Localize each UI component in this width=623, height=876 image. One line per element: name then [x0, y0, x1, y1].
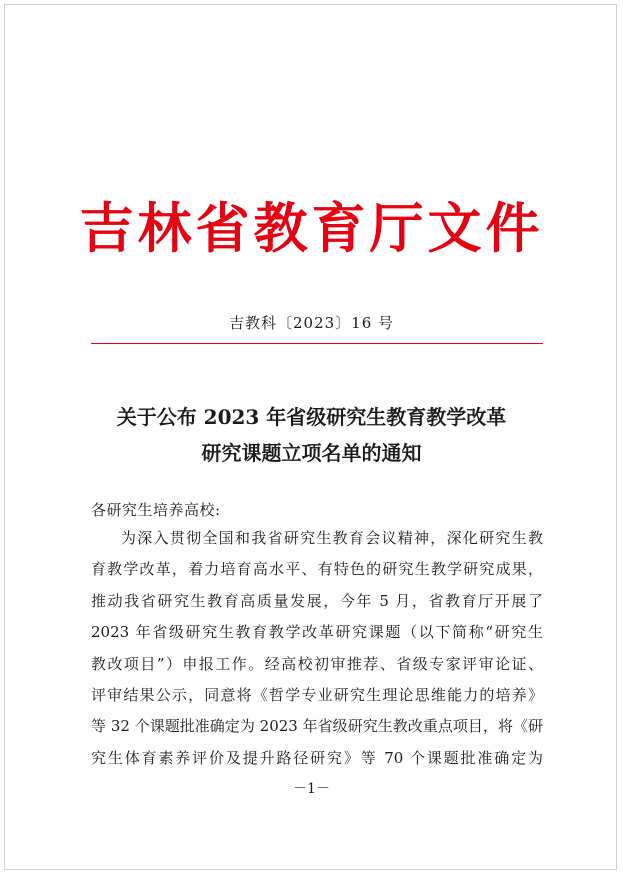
masthead-title: 吉林省教育厅文件	[79, 196, 544, 260]
salutation: 各研究生培养高校:	[91, 501, 221, 519]
body-paragraph	[91, 523, 543, 774]
body-line: 为深入贯彻全国和我省研究生教育会议精神，深化研究生教	[121, 529, 543, 547]
body-line: 究生体育素养评价及提升路径研究》等 70 个课题批准确定为	[91, 748, 543, 767]
page-number: －1－	[293, 781, 330, 797]
body-line: 评审结果公示，同意将《哲学专业研究生理论思维能力的培养》	[91, 686, 543, 705]
body-line: 教改项目”）申报工作。经高校初审推荐、省级专家评审论证、	[91, 654, 543, 673]
document-page	[4, 4, 617, 870]
red-divider-line	[91, 343, 543, 344]
notice-title-line-1: 关于公布 2023 年省级研究生教育教学改革	[116, 405, 507, 429]
body-line: 2023 年省级研究生教育教学改革研究课题（以下简称“研究生	[91, 623, 543, 642]
body-line: 等 32 个课题批准确定为 2023 年省级研究生教改重点项目，将《研	[91, 717, 543, 736]
body-line: 育教学改革，着力培育高水平、有特色的研究生教学研究成果，	[91, 560, 543, 579]
notice-title-line-2: 研究课题立项名单的通知	[201, 441, 422, 465]
body-line: 推动我省研究生教育高质量发展，今年 5 月，省教育厅开展了	[91, 591, 543, 610]
notice-title	[5, 399, 618, 471]
document-number: 吉教科〔2023〕16 号	[228, 314, 395, 332]
